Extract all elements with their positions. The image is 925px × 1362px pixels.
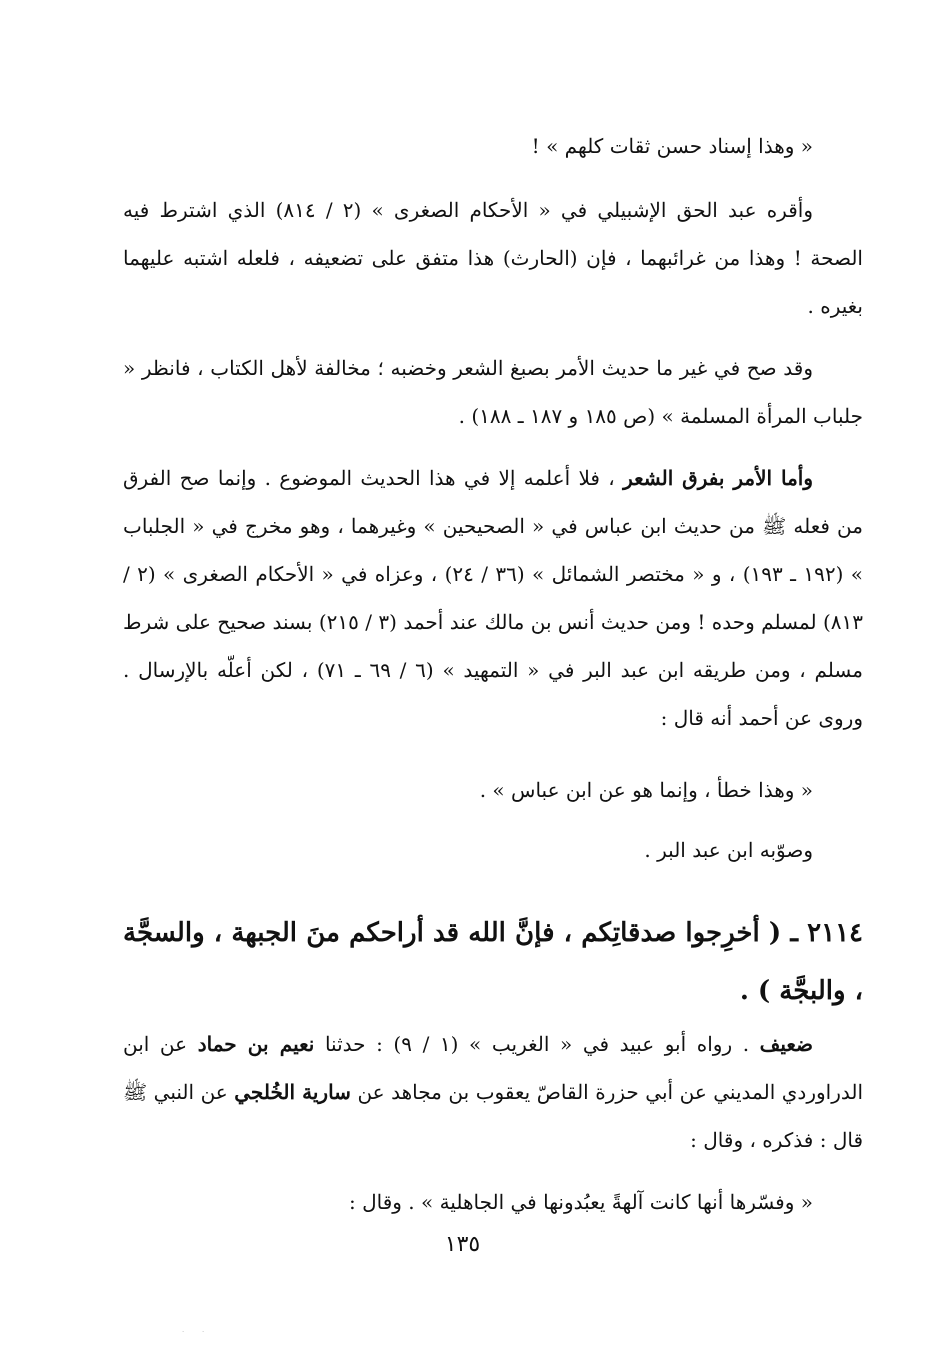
hadith-grade: ضعيف bbox=[759, 1032, 814, 1056]
hadith-heading bbox=[123, 904, 863, 1020]
bold-phrase: وأما الأمر بفرق الشعر bbox=[623, 466, 814, 490]
paragraph-hair-parting bbox=[123, 454, 863, 742]
paragraph-text: ، فلا أعلمه إلا في هذا الحديث الموضوع . وإنما صح الفرق من فعله ﷺ من حديث ابن عباس في « الصحيحين » وغيرهما ، وهو مخرج في « الجلباب » (١٩٢ ـ ١٩٣) ، و « مختصر الشمائل » (٣٦ / ٢٤) ، وعزاه في « الأحكام الصغرى » (٢ / ٨١٣) لمسلم وحده ! ومن حديث أنس بن مالك عند أحمد (٣ / ٢١٥) بسند صحيح على شرط مسلم ، ومن طريقه ابن عبد البر في « التمهيد » (٦ / ٦٩ ـ ٧١) ، لكن أعلّه بالإرسال . وروى عن أحمد أنه قال : bbox=[123, 466, 864, 730]
quote-isnad-hasan: « وهذا إسناد حسن ثقات كلهم » ! bbox=[531, 134, 813, 158]
hadith-text: ـ ( أخرِجوا صدقاتِكم ، فإنَّ الله قد أراحكم منَ الجبهة ، والسجَّة ، والبجَّة ) . bbox=[123, 918, 863, 1006]
scan-speck: · bbox=[202, 1328, 205, 1336]
paragraph-abd-al-haqq: وأقره عبد الحق الإشبيلي في « الأحكام الصغرى » (٢ / ٨١٤) الذي اشترط فيه الصحة ! وهذا من غرائبهما ، فإن (الحارث) هذا متفق على تضعيفه ، فلعله اشتبه عليهما بغيره . bbox=[123, 198, 863, 318]
paragraph-takhrij bbox=[123, 1020, 863, 1164]
narrator-name: نعيم بن حماد bbox=[197, 1032, 315, 1056]
takhrij-text-3: عن النبي ﷺ قال : فذكره ، وقال : bbox=[123, 1080, 863, 1152]
paragraph-ibn-abd-al-barr: وصوّبه ابن عبد البر . bbox=[644, 838, 813, 862]
narrator-name: سارية الخُلجي bbox=[234, 1080, 351, 1104]
scan-speck: · bbox=[182, 1328, 185, 1336]
paragraph-hair-dyeing: وقد صح في غير ما حديث الأمر بصبغ الشعر وخضبه ؛ مخالفة لأهل الكتاب ، فانظر « جلباب المرأة المسلمة » (ص ١٨٥ و ١٨٧ ـ ١٨٨) . bbox=[123, 356, 863, 428]
takhrij-text-1: . رواه أبو عبيد في « الغريب » (١ / ٩) : حدثنا bbox=[324, 1032, 750, 1056]
quote-tafsir: « وفسّرها أنها كانت آلهةً يعبُدونها في الجاهلية » . وقال : bbox=[348, 1190, 813, 1214]
takhrij-text-2: عن ابن الدراوردي المديني عن أبي حزرة القاصّ يعقوب بن مجاهد عن bbox=[123, 1032, 863, 1104]
hadith-number: ٢١١٤ bbox=[807, 918, 863, 948]
page-number: ١٣٥ bbox=[444, 1232, 481, 1257]
quote-ibn-abbas: « وهذا خطأ ، وإنما هو عن ابن عباس » . bbox=[479, 778, 813, 802]
